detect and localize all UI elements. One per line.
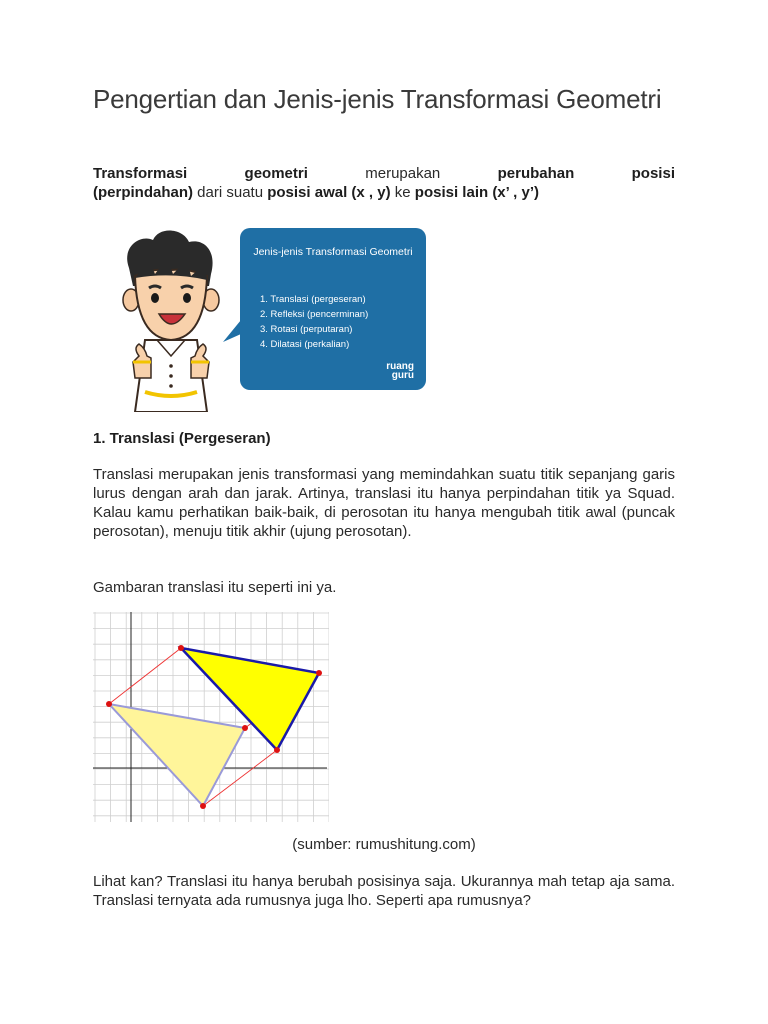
boy-illustration bbox=[93, 216, 238, 412]
term-perpindahan: (perpindahan) bbox=[93, 184, 193, 201]
infographic-banner bbox=[93, 216, 455, 412]
term-posisi-lain: posisi lain (x’ , y’) bbox=[414, 184, 540, 201]
intro-paragraph: Transformasi geometri merupakan perubahan posisi (perpindahan) dari suatu posisi awal (x , y) ke posisi lain (x’ , y’) bbox=[93, 165, 675, 201]
list-item: 3. Rotasi (perputaran) bbox=[260, 324, 353, 335]
list-item: 2. Refleksi (pencerminan) bbox=[260, 309, 369, 320]
conclusion-paragraph: Lihat kan? Translasi itu hanya berubah posisinya saja. Ukurannya mah tetap aja sama. Translasi ternyata ada rumusnya juga lho. Seperti apa rumusnya? bbox=[93, 873, 675, 909]
image-caption: (sumber: rumushitung.com) bbox=[292, 836, 476, 853]
section-heading: 1. Translasi (Pergeseran) bbox=[93, 430, 271, 447]
point bbox=[274, 747, 280, 753]
point bbox=[242, 725, 248, 731]
point bbox=[316, 670, 322, 676]
page-title: Pengertian dan Jenis-jenis Transformasi Geometri bbox=[93, 84, 662, 114]
term-transformasi-geometri: Transformasi geometri bbox=[93, 165, 308, 182]
term-perubahan: perubahan posisi bbox=[497, 165, 675, 182]
original-triangle bbox=[109, 704, 245, 806]
point bbox=[106, 701, 112, 707]
infographic-card bbox=[240, 228, 426, 390]
guide-line bbox=[109, 648, 181, 704]
list-item: 1. Translasi (pergeseran) bbox=[260, 294, 366, 305]
intro-graph-text: Gambaran translasi itu seperti ini ya. bbox=[93, 579, 337, 596]
term-posisi-awal: posisi awal (x , y) bbox=[267, 184, 391, 201]
infographic-title: Jenis-jenis Transformasi Geometri bbox=[253, 246, 413, 258]
translation-graph bbox=[93, 612, 329, 822]
list-item: 4. Dilatasi (perkalian) bbox=[260, 339, 350, 350]
point bbox=[200, 803, 206, 809]
translasi-paragraph: Translasi merupakan jenis transformasi yang memindahkan suatu titik sepanjang garis lurus dengan arah dan jarak. Artinya, translasi itu hanya perpindahan titik ya Squad. Kalau kamu perhatikan baik-baik, di perosotan itu hanya mengubah titik awal (puncak perosotan), menuju titik akhir (ujung perosotan). bbox=[93, 466, 675, 540]
point bbox=[178, 645, 184, 651]
ruangguru-logo: ruang guru bbox=[386, 361, 414, 381]
transformation-list bbox=[260, 292, 368, 352]
